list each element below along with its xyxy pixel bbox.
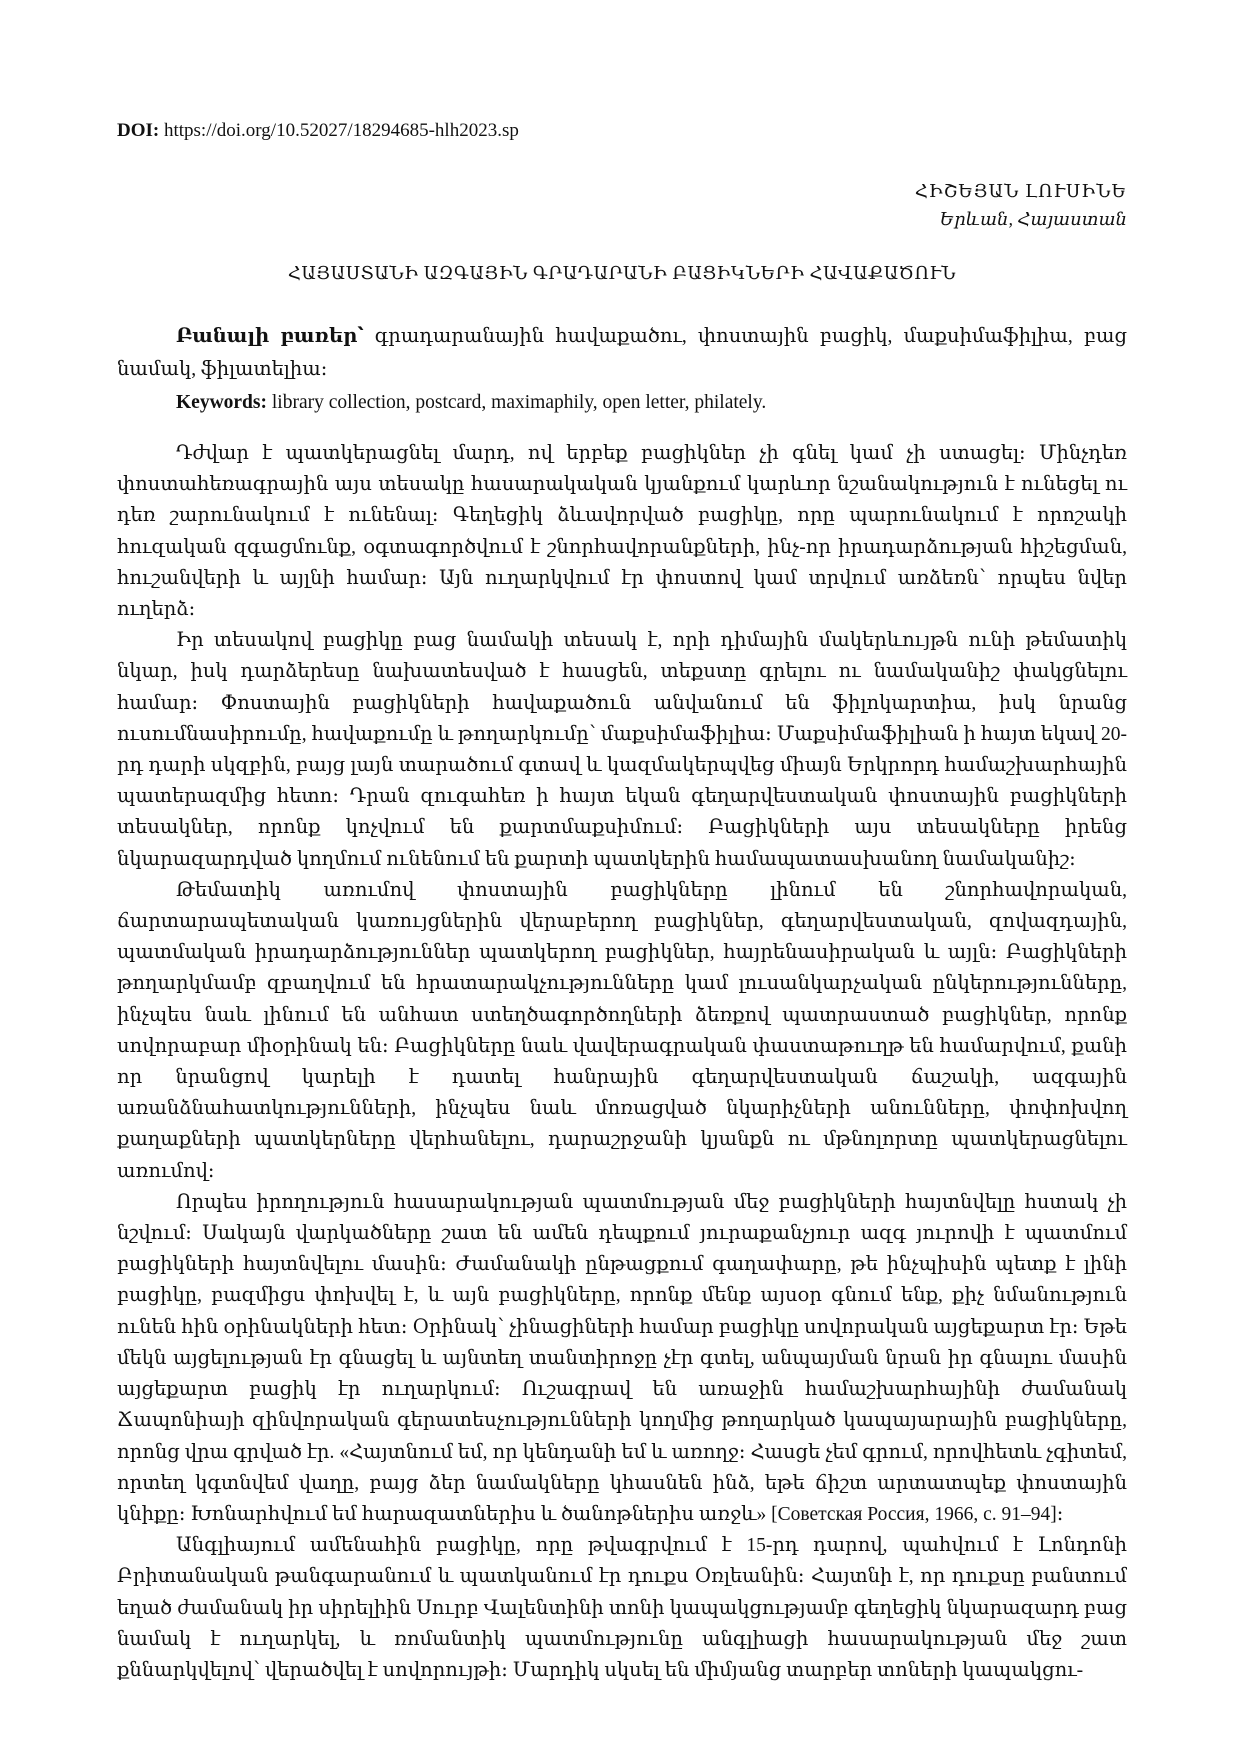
author-name: ՀԻՇԵՅԱՆ ԼՈՒՍԻՆԵ <box>914 181 1127 201</box>
body-paragraph: Թեմատիկ առումով փոստային բացիկները լինում են շնորհավորական, ճարտարապետական կառույցներին վերաբերող բացիկներ, գեղարվեստական, զովազդային, պատմական իրադարձություններ պատկերող բացիկներ, հայրենասիրական և այլն։ Բացիկների թողարկմամբ զբաղվում են հրատարակչությունները կամ լուսանկարչական ընկերությունները, ինչպես նաև լինում են անհատ ստեղծագործողների ձեռքով պատրաստած բացիկներ, որոնք սովորաբար միօրինակ են։ Բացիկները նաև վավերագրական փաստաթուղթ են համարվում, քանի որ նրանցով կարելի է դատել հանրային գեղարվեստական ճաշակի, ազգային առանձնահատկությունների, ինչպես նաև մոռացված նկարիչների անունները, փոփոխվող քաղաքների պատկերները վերհանելու, դարաշրջանի կյանքն ու մթնոլորտը պատկերացնելու առումով։ <box>117 879 1127 1182</box>
body-paragraph: Անգլիայում ամենահին բացիկը, որը թվագրվում է 15-րդ դարով, պահվում է Լոնդոնի Բրիտանական թանգարանում և պատկանում էր դուքս Օռլեանին։ Հայտնի է, որ դուքսը բանտում եղած ժամանակ իր սիրելիին Սուրբ Վալենտինի տոնի կապակցությամբ գեղեցիկ նկարազարդ բաց նամակ է ուղարկել, և ռոմանտիկ պատմությունը անգլիացի հասարակության մեջ շատ քննարկվելով՝ վերածվել է սովորույթի։ Մարդիկ սկսել են միմյանց տարբեր տոների կապակցու- <box>117 1535 1127 1681</box>
doi-link[interactable]: https://doi.org/10.52027/18294685-hlh2023.sp <box>159 120 519 141</box>
doi-line <box>117 120 519 142</box>
article-title: ՀԱՅԱՍՏԱՆԻ ԱԶԳԱՅԻՆ ԳՐԱԴԱՐԱՆԻ ԲԱՑԻԿՆԵՐԻ ՀԱՎԱՔԱԾՈՒՆ <box>287 263 957 283</box>
keywords-hy-label: Բանալի բառեր՝ <box>176 326 364 347</box>
body-paragraph: Դժվար է պատկերացնել մարդ, ով երբեք բացիկներ չի գնել կամ չի ստացել։ Մինչդեռ փոստահեռագրային այս տեսակը հասարակական կյանքում կարևոր նշանակություն է ունեցել ու դեռ շարունակում է ունենալ։ Գեղեցիկ ձևավորված բացիկը, որը պարունակում է որոշակի հուզական զգացմունք, օգտագործվում է շնորհավորանքների, ինչ-որ իրադարձության հիշեցման, հուշանվերի և այլնի համար։ Այն ուղարկվում էր փոստով կամ տրվում առձեռն՝ որպես նվեր ուղերձ։ <box>117 443 1127 621</box>
keywords-en-label: Keywords: <box>176 392 267 413</box>
body-paragraph: Իր տեսակով բացիկը բաց նամակի տեսակ է, որի դիմային մակերևույթն ունի թեմատիկ նկար, իսկ դարձերեսը նախատեսված է հասցեն, տեքստը գրելու ու նամականիշ փակցնելու համար։ Փոստային բացիկների հավաքածուն անվանում են ֆիլոկարտիա, իսկ նրանց ուսումնասիրումը, հավաքումը և թողարկումը՝ մաքսիմաֆիլիա։ Մաքսիմաֆիլիան ի հայտ եկավ 20-րդ դարի սկզբին, բայց լայն տարածում գտավ և կազմակերպվեց միայն Երկրորդ համաշխարհային պատերազմից հետո։ Դրան զուգահեռ ի հայտ եկան գեղարվեստական փոստային բացիկների տեսակներ, որոնք կոչվում են քարտմաքսիմում։ Բացիկների այս տեսակները իրենց նկարազարդված կողմում ունենում են քարտի պատկերին համապատասխանող նամականիշ։ <box>117 630 1127 870</box>
keywords-en <box>117 386 1127 419</box>
keywords-hy-text: գրադարանային հավաքածու, փոստային բացիկ, մաքսիմաֆիլիա, բաց նամակ, ֆիլատելիա։ <box>117 326 1128 380</box>
keywords-block <box>117 320 1127 419</box>
article-body <box>117 438 1127 1686</box>
body-paragraph: Որպես իրողություն հասարակության պատմության մեջ բացիկների հայտնվելը հստակ չի նշվում։ Սակայն վարկածները շատ են ամեն դեպքում յուրաքանչյուր ազգ յուրովի է պատմում բացիկների հայտնվելու մասին։ Ժամանակի ընթացքում գաղափարը, թե ինչպիսին պետք է լինի բացիկը, բազմիցս փոխվել է, և այն բացիկները, որոնք մենք այսօր գնում ենք, քիչ նմանություն ունեն հին օրինակների հետ։ Օրինակ՝ չինացիների համար բացիկը սովորական այցեքարտ էր։ Եթե մեկն այցելության էր գնացել և այնտեղ տանտիրոջը չէր գտել, անպայման նրան իր գնալու մասին այցեքարտ բացիկ էր ուղարկում։ Ուշագրավ են առաջին համաշխարհայինի ժամանակ Ճապոնիայի զինվորական գերատեսչությունների կողմից թողարկած կապայարային բացիկները, որոնց վրա գրված էր. «Հայտնում եմ, որ կենդանի եմ և առողջ։ Հասցե չեմ գրում, որովհետև չգիտեմ, որտեղ կգտնվեմ վաղը, բայց ձեր նամակները կհասնեն ինձ, եթե ճիշտ արտատպեք փոստային կնիքը։ Խոնարհվում եմ հարազատներիս և ծանոթներիս առջև» [Советская Россия, 1966, с. 91–94]։ <box>117 1191 1127 1525</box>
author-block <box>915 177 1127 233</box>
author-place: Երևան, Հայաստան <box>939 209 1127 229</box>
doi-label: DOI: <box>117 120 160 141</box>
keywords-en-text: library collection, postcard, maximaphily, open letter, philately. <box>267 392 767 413</box>
keywords-hy <box>117 320 1127 386</box>
